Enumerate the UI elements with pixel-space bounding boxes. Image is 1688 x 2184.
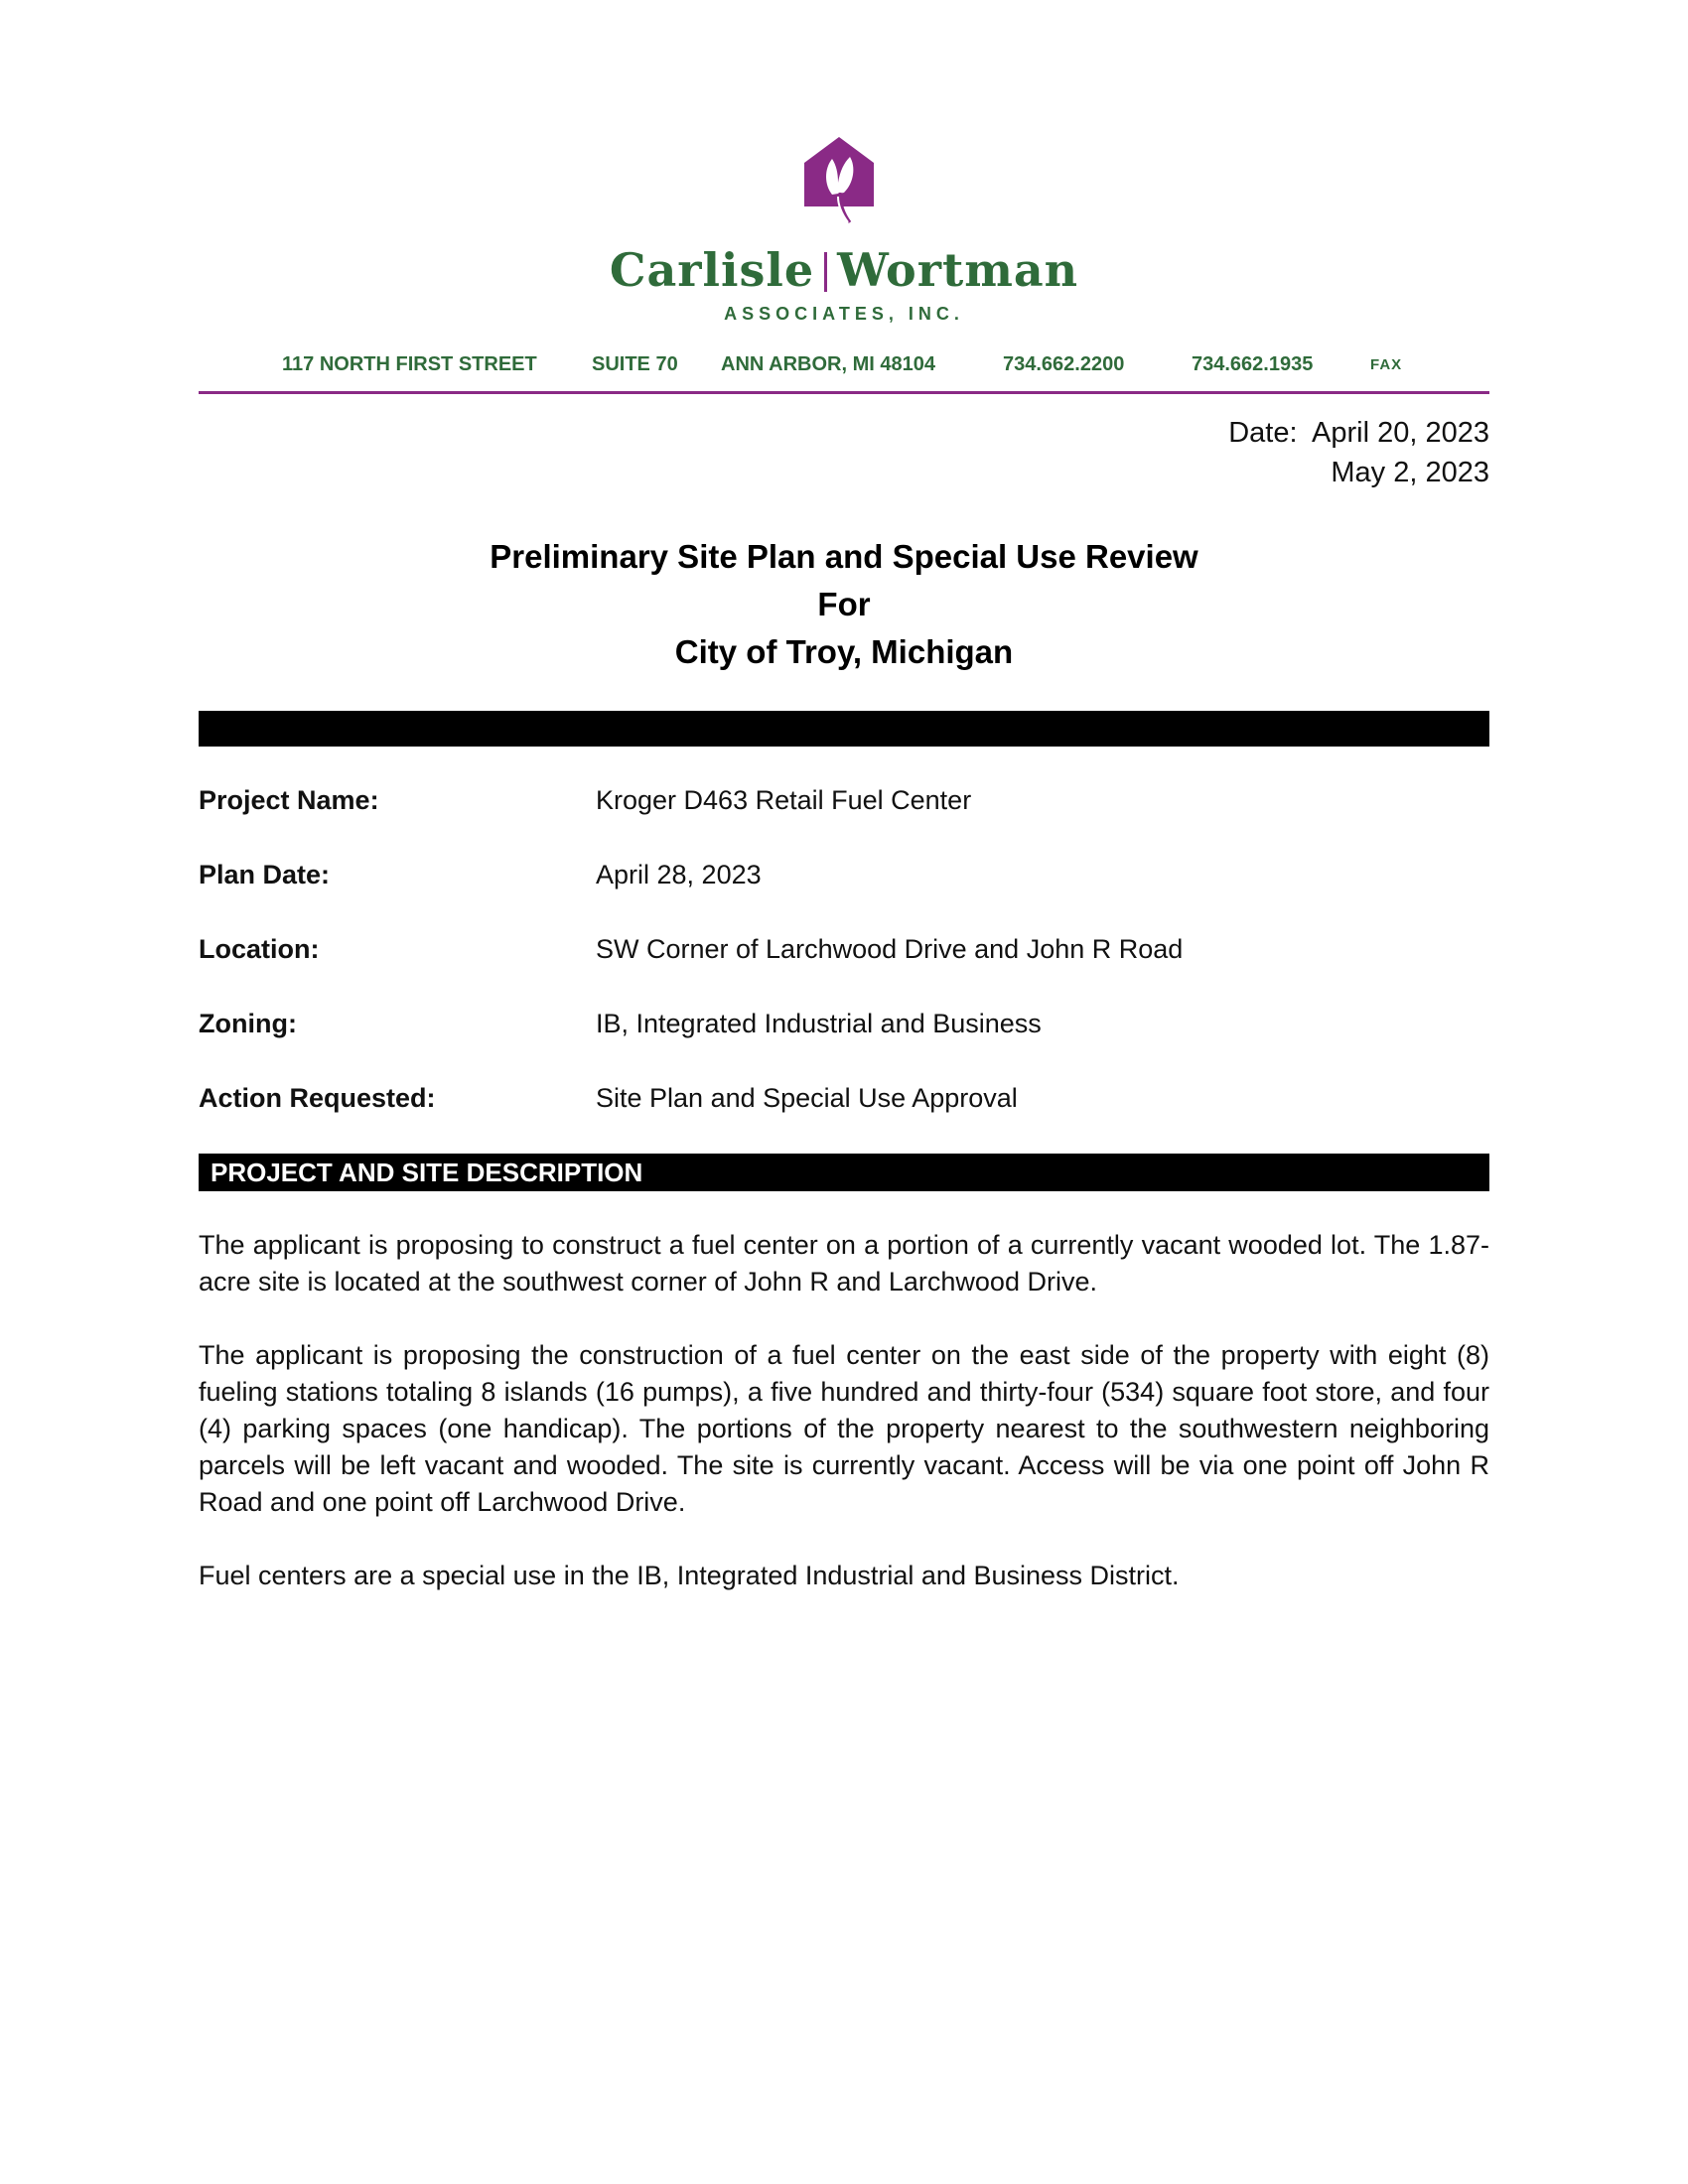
detail-label: Plan Date: xyxy=(199,860,331,889)
street-address: 117 NORTH FIRST STREET xyxy=(282,353,537,375)
section-body xyxy=(199,1227,1489,1631)
fax-label: FAX xyxy=(1370,356,1403,373)
detail-label: Zoning: xyxy=(199,1009,297,1038)
house-leaf-icon xyxy=(802,135,876,226)
date-line-2: May 2, 2023 xyxy=(1331,457,1489,488)
detail-row xyxy=(199,855,1489,929)
detail-value: SW Corner of Larchwood Drive and John R Road xyxy=(596,934,1184,964)
title-line-2: For xyxy=(817,586,871,622)
company-subtitle: ASSOCIATES, INC. xyxy=(724,304,964,324)
title-line-1: Preliminary Site Plan and Special Use Review xyxy=(490,538,1198,575)
detail-value: Site Plan and Special Use Approval xyxy=(596,1083,1018,1113)
title-line-3: City of Troy, Michigan xyxy=(674,633,1014,670)
paragraph: The applicant is proposing to construct a fuel center on a portion of a currently vacant wooded lot. The 1.87-acre site is located at the southwest corner of John R and Larchwood Drive. xyxy=(199,1230,1489,1297)
title-divider-bar xyxy=(199,711,1489,747)
detail-value: April 28, 2023 xyxy=(596,860,762,889)
detail-row xyxy=(199,929,1489,1004)
detail-row xyxy=(199,1004,1489,1078)
section-heading-bar xyxy=(199,1154,1489,1191)
company-name-first: Carlisle xyxy=(609,243,815,297)
document-title xyxy=(0,533,1688,676)
fax-number: 734.662.1935 xyxy=(1192,353,1314,375)
detail-value: Kroger D463 Retail Fuel Center xyxy=(596,785,972,815)
company-logo-wordmark xyxy=(0,242,1688,298)
paragraph: Fuel centers are a special use in the IB, Integrated Industrial and Business District. xyxy=(199,1561,1180,1590)
letterhead-divider xyxy=(199,391,1489,394)
company-name-second: Wortman xyxy=(837,243,1079,297)
detail-label: Action Requested: xyxy=(199,1083,436,1113)
section-heading: PROJECT AND SITE DESCRIPTION xyxy=(211,1158,643,1187)
logo-divider xyxy=(824,252,827,292)
date-line-1: Date: April 20, 2023 xyxy=(1228,417,1489,449)
project-details xyxy=(199,780,1489,1153)
phone-number: 734.662.2200 xyxy=(1003,353,1125,375)
paragraph: The applicant is proposing the construction of a fuel center on the east side of the property with eight (8) fueling stations totaling 8 islands (16 pumps), a five hundred and thirty-four (534) square foot store, and four (4) parking spaces (one handicap). The portions of the property nearest to the southwestern neighboring parcels will be left vacant and wooded. The site is currently vacant. Access will be via one point off John R Road and one point off Larchwood Drive. xyxy=(199,1340,1489,1517)
detail-label: Project Name: xyxy=(199,785,379,815)
detail-row xyxy=(199,780,1489,855)
detail-row xyxy=(199,1078,1489,1153)
detail-label: Location: xyxy=(199,934,320,964)
review-dates xyxy=(1228,413,1489,492)
city-state-zip: ANN ARBOR, MI 48104 xyxy=(721,353,935,375)
detail-value: IB, Integrated Industrial and Business xyxy=(596,1009,1042,1038)
suite: SUITE 70 xyxy=(592,353,678,375)
